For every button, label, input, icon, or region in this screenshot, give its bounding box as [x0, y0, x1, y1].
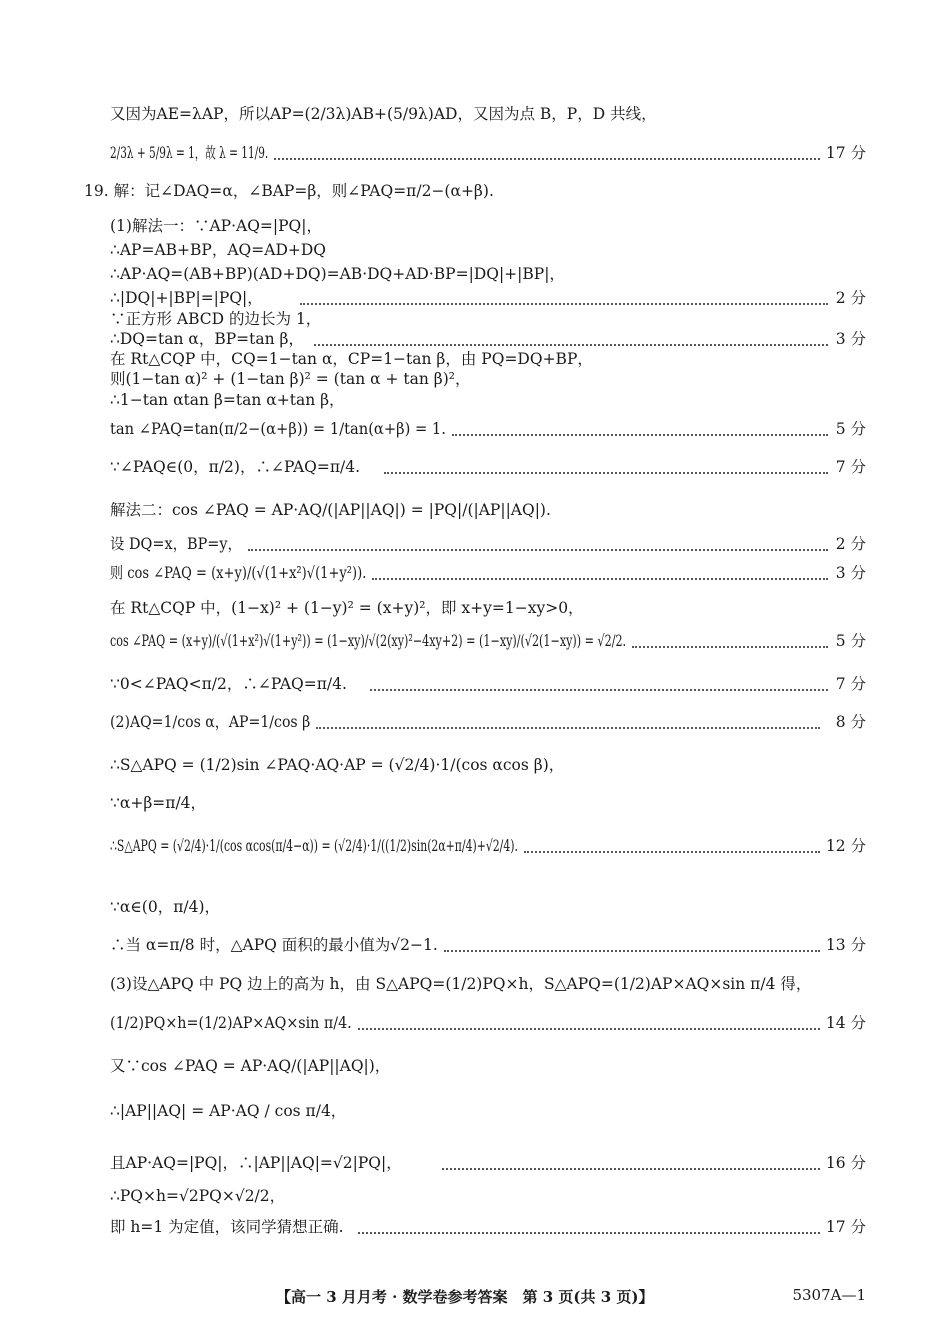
solution-text: ∵α∈(0，π/4)， — [110, 898, 221, 916]
solution-line — [110, 1153, 402, 1173]
solution-text: (1/2)PQ×h=(1/2)AP×AQ×sin π/4. — [110, 1014, 352, 1032]
solution-text: 2/3λ + 5/9λ = 1，故 λ = 11/9. — [110, 144, 269, 162]
dot-leader — [248, 549, 828, 551]
score-points: 17 分 — [825, 144, 866, 162]
solution-text: 解法二：cos ∠PAQ = AP·AQ/(|AP||AQ|) = |PQ|/(|AP||AQ|). — [110, 501, 551, 519]
solution-line — [110, 712, 310, 732]
solution-line — [110, 598, 584, 618]
dot-leader — [316, 727, 820, 729]
solution-text: tan ∠PAQ=tan(π/2−(α+β)) = 1/tan(α+β) = 1. — [110, 420, 446, 438]
solution-text: 则 cos ∠PAQ = (x+y)/(√(1+x²)√(1+y²)). — [110, 564, 367, 582]
score-points: 12 分 — [825, 837, 866, 855]
solution-text: ∴S△APQ = (1/2)sin ∠PAQ·AQ·AP = (√2/4)·1/(cos αcos β)， — [110, 756, 565, 774]
solution-line — [110, 1101, 346, 1121]
solution-text: ∴S△APQ = (√2/4)·1/(cos αcos(π/4−α)) = (√2/4)·1/((1/2)sin(2α+π/4)+√2/4). — [110, 837, 518, 855]
solution-line — [110, 1013, 352, 1033]
solution-line — [110, 935, 438, 955]
solution-line — [110, 216, 322, 236]
score-points: 13 分 — [825, 936, 866, 954]
dot-leader — [632, 646, 828, 648]
dot-leader — [452, 434, 828, 436]
solution-line — [110, 836, 518, 856]
score-points: 14 分 — [825, 1014, 866, 1032]
solution-text: ∵∠PAQ∈(0，π/2)，∴∠PAQ=π/4. — [110, 458, 361, 476]
solution-text: ∴当 α=π/8 时，△APQ 面积的最小值为√2−1. — [110, 936, 438, 954]
score-points: 17 分 — [825, 1218, 866, 1236]
solution-text: 又∵cos ∠PAQ = AP·AQ/(|AP||AQ|)， — [110, 1057, 391, 1075]
page-footer-title: 【高一 3 月月考 · 数学卷参考答案 第 3 页(共 3 页)】 — [276, 1288, 654, 1306]
solution-line — [110, 1217, 344, 1237]
solution-line — [110, 631, 626, 651]
solution-text: cos ∠PAQ = (x+y)/(√(1+x²)√(1+y²)) = (1−xy)/√(2(xy)²−4xy+2) = (1−xy)/(√2(1−xy)) = √2/2. — [110, 632, 627, 650]
solution-line — [110, 240, 326, 260]
solution-line — [110, 264, 565, 284]
score-points: 3 分 — [835, 330, 866, 348]
score-points: 16 分 — [825, 1154, 866, 1172]
dot-leader — [274, 158, 820, 160]
solution-text: ∴AP·AQ=(AB+BP)(AD+DQ)=AB·DQ+AD·BP=|DQ|+|BP|， — [110, 265, 565, 283]
solution-text: ∵0<∠PAQ<π/2，∴∠PAQ=π/4. — [110, 675, 347, 693]
dot-leader — [372, 578, 828, 580]
score-points: 8 分 — [835, 713, 866, 731]
solution-text: 在 Rt△CQP 中，(1−x)² + (1−y)² = (x+y)²，即 x+y=1−xy>0， — [110, 599, 584, 617]
solution-text: 设 DQ=x，BP=y， — [110, 535, 242, 553]
solution-text: 且AP·AQ=|PQ|，∴|AP||AQ|=√2|PQ|， — [110, 1154, 402, 1172]
solution-line — [110, 309, 321, 329]
solution-line — [110, 390, 345, 410]
solution-line — [110, 500, 551, 520]
page-footer-code: 5307A—1 — [792, 1286, 866, 1304]
score-points: 5 分 — [835, 632, 866, 650]
solution-line — [110, 897, 220, 917]
solution-text: ∵α+β=π/4， — [110, 794, 207, 812]
dot-leader — [314, 344, 828, 346]
solution-line — [110, 369, 471, 389]
solution-line — [110, 349, 593, 369]
solution-line — [110, 674, 347, 694]
solution-line — [110, 1056, 390, 1076]
solution-line — [110, 974, 811, 994]
solution-line — [110, 104, 657, 124]
dot-leader — [444, 950, 820, 952]
dot-leader — [384, 472, 828, 474]
score-points: 7 分 — [835, 675, 866, 693]
dot-leader — [300, 303, 828, 305]
solution-text: ∴PQ×h=√2PQ×√2/2， — [110, 1187, 286, 1205]
solution-line — [110, 755, 564, 775]
solution-text: ∵正方形 ABCD 的边长为 1， — [110, 310, 322, 328]
solution-text: (2)AQ=1/cos α，AP=1/cos β — [110, 713, 311, 731]
solution-line — [110, 1186, 285, 1206]
solution-text: (3)设△APQ 中 PQ 边上的高为 h，由 S△APQ=(1/2)PQ×h，S△APQ=(1/2)AP×AQ×sin π/4 得， — [110, 975, 812, 993]
score-points: 2 分 — [835, 289, 866, 307]
dot-leader — [370, 689, 828, 691]
solution-text: 在 Rt△CQP 中，CQ=1−tan α，CP=1−tan β，由 PQ=DQ+BP， — [110, 350, 593, 368]
solution-line — [110, 457, 360, 477]
solution-text: ∴DQ=tan α，BP=tan β， — [110, 330, 304, 348]
dot-leader — [524, 851, 820, 853]
solution-text: 19. 解：记∠DAQ=α，∠BAP=β，则∠PAQ=π/2−(α+β). — [84, 182, 494, 200]
solution-text: 则(1−tan α)² + (1−tan β)² = (tan α + tan β)²， — [110, 370, 471, 388]
solution-text: ∴|DQ|+|BP|=|PQ|， — [110, 289, 263, 307]
dot-leader — [358, 1028, 820, 1030]
solution-text: ∴AP=AB+BP，AQ=AD+DQ — [110, 241, 326, 259]
solution-text: 即 h=1 为定值，该同学猜想正确. — [110, 1218, 344, 1236]
solution-line — [110, 563, 366, 583]
solution-text: ∴|AP||AQ| = AP·AQ / cos π/4， — [110, 1102, 347, 1120]
dot-leader — [442, 1168, 820, 1170]
solution-line — [110, 143, 268, 163]
dot-leader — [358, 1232, 820, 1234]
solution-text: ∴1−tan αtan β=tan α+tan β， — [110, 391, 345, 409]
solution-text: (1)解法一：∵AP·AQ=|PQ|， — [110, 217, 322, 235]
solution-line — [110, 793, 206, 813]
solution-line — [110, 288, 263, 308]
score-points: 7 分 — [835, 458, 866, 476]
score-points: 2 分 — [835, 535, 866, 553]
solution-line — [110, 534, 242, 554]
solution-line — [110, 329, 304, 349]
solution-line — [84, 181, 494, 201]
score-points: 3 分 — [835, 564, 866, 582]
solution-line — [110, 419, 446, 439]
solution-text: 又因为AE=λAP，所以AP=(2/3λ)AB+(5/9λ)AD，又因为点 B，P，D 共线， — [110, 105, 657, 123]
score-points: 5 分 — [835, 420, 866, 438]
